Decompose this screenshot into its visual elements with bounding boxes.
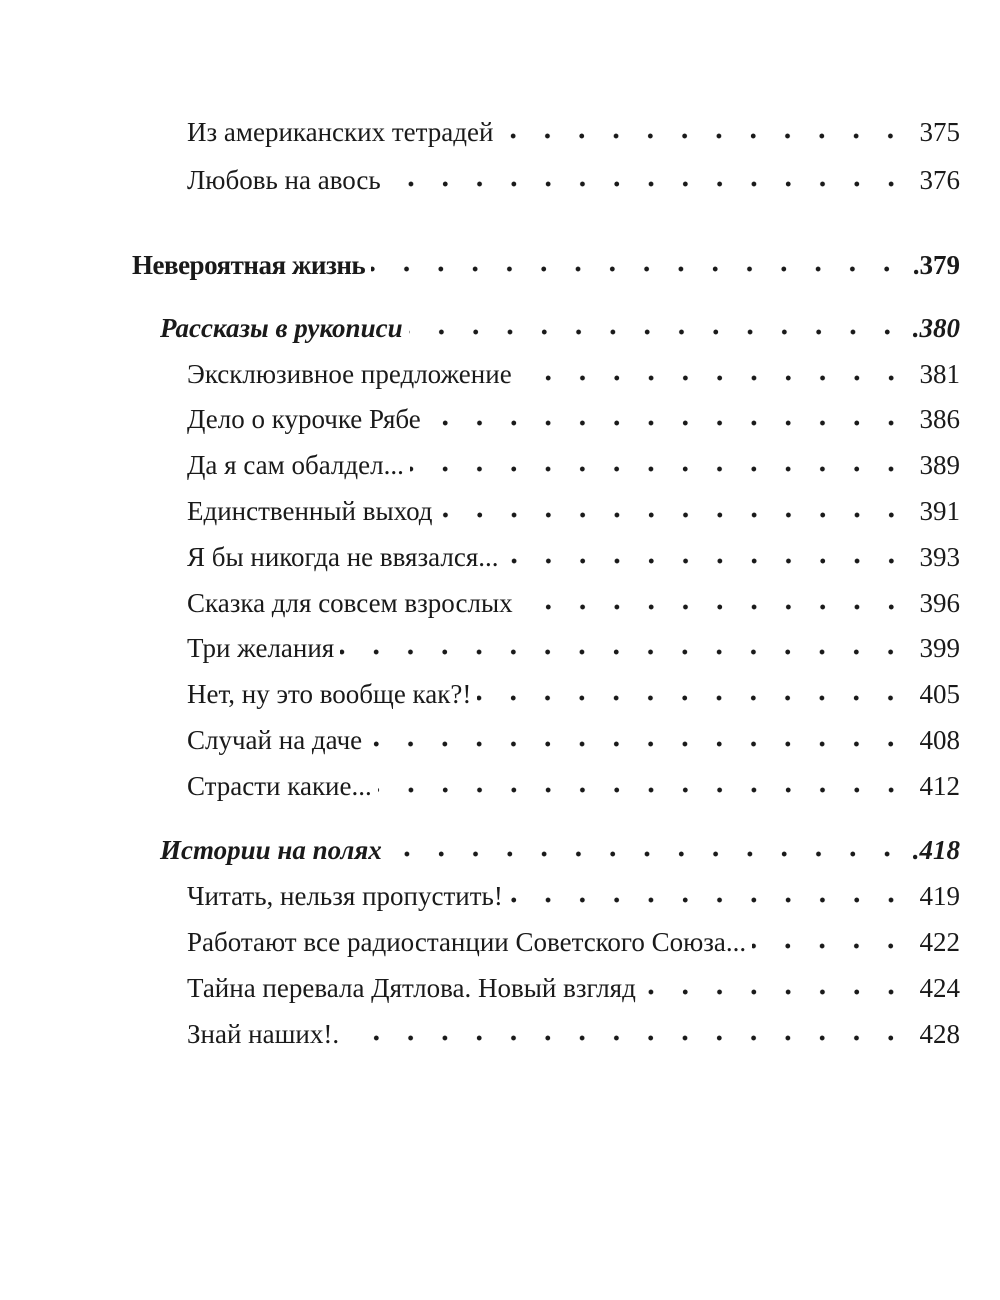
toc-title: Тайна перевала Дятлова. Новый взгляд xyxy=(187,973,642,1004)
toc-page-number: 399 xyxy=(919,632,960,663)
toc-entry xyxy=(0,968,1000,1008)
dot-leader xyxy=(477,674,912,714)
dot-leader xyxy=(378,766,912,806)
toc-page-number: 412 xyxy=(919,770,960,801)
toc-page-number: 396 xyxy=(919,587,960,618)
toc-title: Три желания xyxy=(187,633,340,664)
toc-page-number: 386 xyxy=(919,403,960,434)
toc-title: Нет, ну это вообще как?! xyxy=(187,679,477,710)
toc-entry xyxy=(0,766,1000,806)
toc-entry xyxy=(0,445,1000,485)
toc-title: Работают все радиостанции Советского Союза... xyxy=(187,927,752,958)
toc-section xyxy=(0,830,1000,870)
dot-leader xyxy=(371,245,908,285)
dot-leader xyxy=(427,399,912,439)
dot-leader xyxy=(499,112,912,152)
toc-entry xyxy=(0,537,1000,577)
dot-leader xyxy=(752,922,912,962)
dot-leader xyxy=(340,628,912,668)
toc-entry xyxy=(0,354,1000,394)
toc-entry xyxy=(0,583,1000,623)
dot-leader xyxy=(642,968,912,1008)
dot-leader xyxy=(410,445,912,485)
toc-entry xyxy=(0,399,1000,439)
toc-title: Знай наших!. xyxy=(187,1019,345,1050)
dot-leader xyxy=(518,354,912,394)
toc-section xyxy=(0,308,1000,348)
dot-leader xyxy=(387,160,912,200)
toc-page-number: 428 xyxy=(919,1018,960,1049)
toc-page-number: 389 xyxy=(919,449,960,480)
toc-page-number: 381 xyxy=(919,358,960,389)
toc-title: Из американских тетрадей xyxy=(187,117,499,148)
dot-leader xyxy=(388,830,908,870)
toc-page-number: 391 xyxy=(919,495,960,526)
toc-page-number: 405 xyxy=(919,678,960,709)
toc-title: Рассказы в рукописи xyxy=(160,313,409,344)
dot-leader xyxy=(439,491,912,531)
toc-title: Дело о курочке Рябе xyxy=(187,404,427,435)
toc-entry xyxy=(0,674,1000,714)
toc-entry xyxy=(0,720,1000,760)
dot-leader xyxy=(505,537,913,577)
toc-title: Читать, нельзя пропустить! xyxy=(187,881,509,912)
toc-page-number: 408 xyxy=(919,724,960,755)
toc-page-number: 375 xyxy=(919,116,960,147)
toc-page-number: 376 xyxy=(919,164,960,195)
toc-title: Да я сам обалдел... xyxy=(187,450,410,481)
toc-entry xyxy=(0,628,1000,668)
toc-title: Я бы никогда не ввязался... xyxy=(187,542,505,573)
toc-page-number: 419 xyxy=(919,880,960,911)
dot-leader xyxy=(345,1014,912,1054)
toc-entry xyxy=(0,1014,1000,1054)
toc-entry xyxy=(0,112,1000,152)
toc-page-number: 424 xyxy=(919,972,960,1003)
toc-title: Любовь на авось xyxy=(187,165,387,196)
toc-title: Истории на полях xyxy=(160,835,388,866)
dot-leader xyxy=(368,720,912,760)
toc-page-number: .418 xyxy=(912,834,960,865)
dot-leader xyxy=(519,583,912,623)
toc-part xyxy=(0,245,1000,285)
toc-entry xyxy=(0,876,1000,916)
toc-page-number: 393 xyxy=(919,541,960,572)
toc-entry xyxy=(0,491,1000,531)
dot-leader xyxy=(509,876,912,916)
toc-title: Единственный выход xyxy=(187,496,439,527)
toc-page-number: 422 xyxy=(919,926,960,957)
toc-title: Случай на даче xyxy=(187,725,368,756)
toc-entry xyxy=(0,160,1000,200)
toc-page-number: .379 xyxy=(912,249,960,280)
toc-title: Сказка для совсем взрослых xyxy=(187,588,519,619)
toc-entry xyxy=(0,922,1000,962)
toc-title: Невероятная жизнь xyxy=(132,250,371,281)
toc-title: Эксклюзивное предложение xyxy=(187,359,518,390)
toc-title: Страсти какие... xyxy=(187,771,378,802)
toc-page-number: .380 xyxy=(912,312,960,343)
dot-leader xyxy=(409,308,908,348)
